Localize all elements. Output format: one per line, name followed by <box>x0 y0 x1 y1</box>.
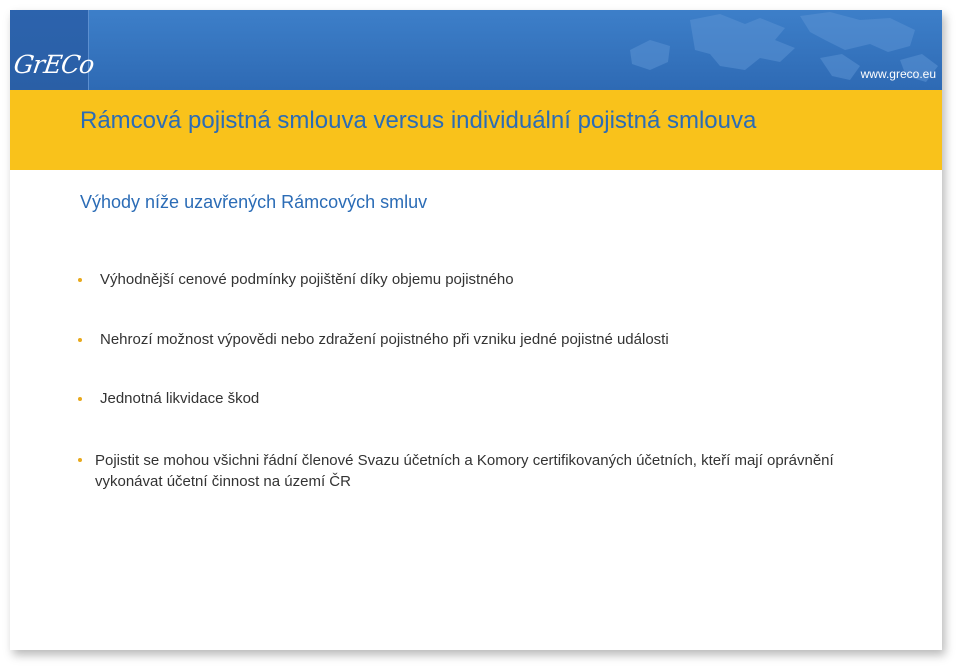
slide-title: Rámcová pojistná smlouva versus individuální pojistná smlouva <box>80 107 757 134</box>
bullet-text: Pojistit se mohou všichni řádní členové Svazu účetních a Komory certifikovaných účetních, kteří mají oprávnění vykonávat účetní činnost na území ČR <box>95 452 834 490</box>
bullet-text: Jednotná likvidace škod <box>100 390 260 407</box>
bullet-dot-icon <box>78 278 82 282</box>
bullet-dot-icon <box>78 458 82 462</box>
greco-logo <box>10 10 96 90</box>
bullet-dot-icon <box>78 397 82 401</box>
bullet-text: Výhodnější cenové podmínky pojištění díky objemu pojistného <box>100 271 514 288</box>
slide-subtitle: Výhody níže uzavřených Rámcových smluv <box>80 192 428 212</box>
header-bar <box>10 10 942 90</box>
logo-text: GrECo <box>11 50 96 79</box>
website-url: www.greco.eu <box>860 67 936 81</box>
bullet-dot-icon <box>78 338 82 342</box>
bullet-text: Nehrozí možnost výpovědi nebo zdražení pojistného při vzniku jedné pojistné události <box>100 331 669 348</box>
